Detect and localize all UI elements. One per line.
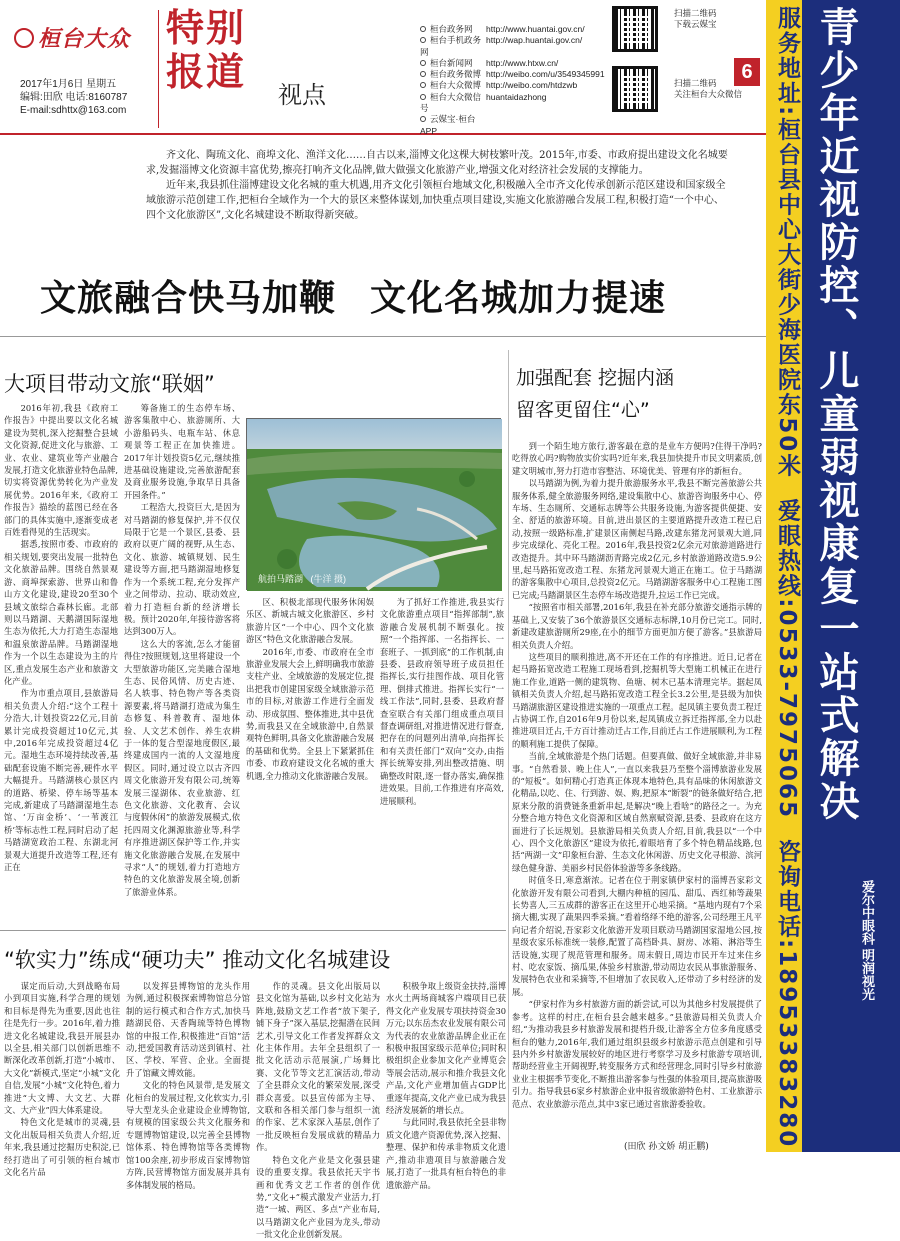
media-link-name: 桓台大众微信号: [420, 91, 482, 114]
page-header: [0, 0, 766, 135]
section2-column-2: 以发挥县博物馆的龙头作用为例,通过积极探索博物馆总分馆制的运行模式和合作方式,加快马踏湖民俗、天香陶琉等特色博物馆的申报工作,积极推进“百馆”活动,把爱国教育活动送到镇村、社区、学校、军营、企业。全面提升了馆藏文博效能。 文化的特色风景带,是发展文化桓台的发展过程,文化软实力,引导大型龙头企业建设企业博物馆,有规模的国家级公共文化服务和专题博物馆建设,以完善全县博物馆体系、特色博物馆等各类博物馆100余座,初步形成百家博物馆方阵,民营博物馆方面发展并具有多体制发展的格局。: [126, 981, 250, 1190]
body-paragraph: 当前,全域旅游是个热门话题。但要真做、做好全域旅游,并非易事。“自然看景、晚上住人”,一直以来我县乃至整个淄博旅游业发展的“短板”。如何精心打造真正体现本地特色,具有品味的休闲旅游文化精品,以吃、住、行到游、娱、购,把原本“断裂”的链条做好结合,把原来分散的消费链条重新串起,是解决“晚上看啥”的路径之一。为充分整合地方特色文化资源和区域自然禀赋资源,县委、县政府在这方面进行了长远规划。县旅游局相关负责人介绍,目前,我县以“一个中心、四个文化旅游区”建设为依托,着眼培育了多个特色精品线路,包括“两湖一文”印象桓台游、生态文化休闲游、历史文化寻根游、滨河绿色健身游、美丽乡村民俗体验游等多条线路。: [512, 751, 762, 873]
page-number: 6: [734, 58, 760, 86]
bullet-icon: [420, 71, 426, 77]
section1-column-3a: 区、积极北部现代服务休闲娱乐区、新城古城文化旅游区、乡村旅游片区“一个中心、四个文化旅游区”特色文化旅游融合发展。 2016年,市委、市政府在全市旅游业发展大会上,鲜明确我市旅游支柱产业、全域旅游的发展定位,提出把我市创建国家级全域旅游示范市的目标,对旅游工作进行全面发动、形成氛围、整体推进,其中县优势,而我县又在全域旅游中,自然景观特色鲜明,具备文化旅游融合发展的基础和优势。全县上下紧紧抓住市委、市政府建设文化名城的重大机遇,全力推动文化旅游融合发展。: [246, 597, 374, 781]
body-paragraph: “伊家村作为乡村旅游方面的新尝试,可以为其他乡村发展提供了参考。这样的村庄,在桓台县会越来越多。”县旅游局相关负责人介绍,“为推动我县乡村旅游发展和提档升级,让游客全方位多角度感受桓台的魅力,2016年,我们通过组织县级乡村旅游示范点创建和引导县内外乡村旅游发展较好的地区进行考察学习及乡村旅游专项培训,帮助经营业主开阔视野,转变服务方式和经营理念,同时引导乡村旅游业业主根据季节变化,不断推出游客参与性强的体验项目,提高旅游吸引力。指导我县6家乡村旅游企业申报省级旅游特色村、工业旅游示范点、农业旅游示范点,其中3家已通过省旅游委验收。: [512, 999, 762, 1109]
section2-column-1: 谋定而后动,大到战略布局小到项目实施,科学合理的规划和目标是得先为重要,因此也往往是先行一步。2016年,着力推进文化名城建设,我县开展县办以全县,相关部门以创新思维不断深化改革创新,打造“小城市、大文化”新模式,坚定“小城”文化自信,发展“小城”文化特色,着力推进“大文博、大文艺、大群文、大产业”四大体系建设。 特色文化是城市的灵魂,县文化出版局相关负责人介绍,近年来,我县通过挖掘历史积淀,已经打造出了可引领的桓台城市文化名片品: [4, 981, 120, 1178]
qr-code-wechat-text: 扫描二维码 关注桓台大众微信: [674, 78, 743, 99]
body-paragraph: 以马踏湖为例,为着力提升旅游服务水平,我县不断完善旅游公共服务体系,健全旅游服务网络,建设集散中心、旅游咨询服务中心、停车场、生态厕所、交通标志牌等公共服务设施,为游客提供便捷、安全、舒适的旅游环境。目前,进出景区的主要道路提升改造工程已启动,按照一级路标准,扩建景区南侧起马路,改建东猪龙河景观大道,同步完成绿化、亮化工程。2016年,我县投资2亿余元对旅游道路进行改造提升。其中环马踏湖沥青路完成2亿元,乡村旅游道路改造5.9公里,起马路拓宽改造工程、东猪龙河景观大道正在施工。位于马踏湖的游客集散中心项目,总投资2亿元。马踏湖游客服务中心工程施工图已完成;马踏湖景区生态停车场改造提升,拉运工作已完成。: [512, 478, 762, 600]
section-right-title: 加强配套 挖掘内涵 留客更留住“心”: [516, 367, 675, 421]
issue-meta: [20, 78, 127, 117]
section2-column-3: 作的灵魂。县文化出版局以县文化馆为基础,以乡村文化站为阵地,鼓励文艺工作者“放下架子,铺下身子”深入基层,挖掘潜在民间艺术,引导文化工作者发挥群众文化主体作用。去年全县组织了一批文化活动示范展演,广场舞比赛、文化节等文艺汇演活动,带动了全县群众文化的繁荣发展,深受群众喜爱。以县宣传部为主导、文联和各相关部门参与组织一流的作家、艺术家深入基层,创作了一批反映桓台发展成就的精品力作。 特色文化产业是文化强县建设的重要支撑。我县依托天宇书画和优秀文艺工作者的创作优势,“文化+”模式激发产业活力,打造“一城、两区、多点”产业布局,以马踏湖文化产业园为龙头,带动一批文化企业创新发展。: [256, 981, 380, 1240]
media-link-name: 桓台政务微博: [420, 69, 486, 80]
headline-left: 文旅融合快马加鞭: [40, 277, 337, 319]
editor-info: 编辑:田欣 电话:8160787: [20, 92, 128, 103]
logo-emblem-icon: [14, 28, 34, 48]
subsection-title: 视点: [278, 81, 326, 109]
body-paragraph: 到一个陌生地方旅行,游客最在意的是业车方便吗?住得干净吗?吃得放心吗?购物放实价实吗?近年来,我县加快提升市民文明素质,创建文明城市,努力打造市容整洁、环境优美、管理有序的新桓台。: [512, 441, 762, 476]
aerial-photo-matahu: [246, 418, 501, 590]
media-link-item: [420, 80, 605, 91]
header-divider: [158, 10, 159, 128]
body-paragraph: 时值冬日,寒意渐浓。记者在位于荆家镇伊家村的淄博吾家彩文化旅游开发有限公司看到,大棚内种植的园瓜、甜瓜、西红柿等蔬果长势喜人,三五成群的游客正在这里开心地采摘。“基地内现有7个采摘大棚,实现了蔬果四季采摘。”看着络绎不绝的游客,公司经理王凡平向记者介绍说,吾家彩文化旅游开发项目联动马踏湖国家湿地公园,按星级农家乐标准统一装修,配置了高档卧具、厨房、冰箱、淋浴等生活设施,实现了规范管理和服务。周末假日,周边市民开车过来住乡村、吃农家饭、摘瓜果,体验乡村旅游,带动周边农民从事旅游服务、发展特色农业和采摘等,不但增加了农民收入,还带动了乡村经济的发展。: [512, 875, 762, 997]
media-link-item: [420, 58, 605, 69]
media-link-item: [420, 114, 605, 137]
article-credit: (田欣 孙文娇 胡正鹏): [624, 1142, 709, 1152]
bullet-icon: [420, 116, 426, 122]
photo-caption: 航拍马踏湖 (牛洋 摄): [258, 574, 347, 584]
eye-clinic-ad: [766, 0, 900, 1152]
media-link-url[interactable]: huantaidazhong: [486, 91, 547, 102]
body-paragraph: “按照省市相关部署,2016年,我县在补充部分旅游交通指示牌的基础上,又安装了36个旅游景区交通标志标牌,10月份已完工。同时,新建改建旅游厕所29座,在小的细节方面更加方便了游客。”县旅游局相关负责人介绍。: [512, 602, 762, 650]
media-link-url[interactable]: http://weibo.com/htdzwb: [486, 80, 578, 91]
media-link-item: [420, 24, 605, 35]
issue-date: 2017年1月6日 星期五: [20, 79, 117, 90]
main-headline: [40, 270, 740, 321]
qr-code-wechat: [612, 66, 658, 112]
bullet-icon: [420, 37, 426, 43]
section1-column-3b: 为了抓好工作推进,我县实行文化旅游重点项目“指挥部制”,旅游融合发展机制不断强化。按照“一个指挥部、一名指挥长、一套班子、一抓到底”的工作机制,由县委、县政府领导班子成员担任指挥长,实行挂图作战、项目化管理、倒排式推进。指挥长实行“一线工作法”,同时,县委、县政府督查室联合有关部门组成重点项目督查调研组,对推进情况进行督查,把存在的问题列出清单,向指挥长和有关责任部门“双向”交办,由指挥长统筹安排,列出整改措施、明确整改时限,逐一督办落实,确保推进效果。目前,工作推进有序高效,进展顺利。: [380, 597, 504, 806]
bullet-icon: [420, 60, 426, 66]
section1-column-1: 2016年初,我县《政府工作报告》中提出要以文化名城建设为契机,深入挖掘整合县域文化资源,促进文化与旅游、工业、农业、建筑业等产业融合发展,打造文化旅游业特色品牌,切实将资源优势转化为产业发展优势。2016年来,《政府工作报告》描绘的蓝图已经在各部门的具体实施中,逐渐变成老百姓看得见的生活现实。 据悉,按照市委、市政府的相关规划,要突出发展一批特色文化旅游品牌。围绕自然景观游、商埠探索游、世界山和鲁山方文化建设,建设20至30个县域文旅综合森林长廊。北部则以马踏湖、天鹅湖国际湿地生态为依托,大力打造生态湿地和温泉旅游品牌。马踏湖湿地作为一个以生态建设为主的片区,重点发展生态产业和旅游文化产业。 作为市重点项目,县旅游局相关负责人介绍:“这个工程十分浩大,计划投资22亿元,目前累计完成投资超过10亿元,其中,2016年完成投资超过4亿元。湿地生态环境持续改善,基础配套设施不断完善,硬件水平大幅提升。马踏湖核心景区内的道路、桥梁、停车场等基本完成,新建成了马踏湖湿地生态馆、‘万亩金桥’、‘一苇渡江桥’等标志性工程,同时启动了起马踏湖宽政治工程、东湖北河景观大道提升改造等工程,还有正在: [4, 403, 118, 873]
intro-lead: 齐文化、陶琉文化、商埠文化、渔洋文化……自古以来,淄博文化这棵大树枝繁叶茂。2015年,市委、市政府提出建设文化名城要求,发掘淄博文化资源丰富优势,擦亮打响齐文化品牌,做大做强文化旅游产业,增强文化对经济社会发展的支撑能力。 近年来,我县抓住淄博建设文化名城的重大机遇,用齐文化引领桓台地域文化,积极融入全市齐文化传承创新示范区建设和国家级全域旅游示范创建工作,把桓台全域作为一个大的景区来整体谋划,加快重点项目建设,实施文化旅游融合发展工程,积极打造“一个中心、四个文化旅游区”,文化名城建设不断取得新突破。: [146, 150, 728, 221]
bullet-icon: [420, 94, 426, 100]
ad-contact-info: 服务地址:桓台县中心大街少海医院东50米 爱眼热线:0533-7975065 咨询电话:18953383280: [774, 6, 800, 1149]
section-title: 特别 报道: [166, 6, 247, 94]
section2-column-4: 积极争取上级资金扶持,淄博水火土两场商城客户端项目已获得文化产业发展专项扶持资金30万元;以东岳杰农业发展有限公司为代表的农业旅游品牌企业正在积极申报国家级示范单位;同时积极组织企业参加文化产业博览会等展会活动,展示和推介我县文化产品,文化产业增加值占GDP比重逐年提高,文化产业已成为我县经济发展新的增长点。 与此同时,我县依托全县非物质文化遗产资源优势,深入挖掘、整理、保护和传承非物质文化遗产,推动非遗项目与旅游融合发展,打造了一批具有桓台特色的非遗旅游产品。: [386, 981, 506, 1190]
ad-brand-logos: 爱尔中眼科 明润视光: [860, 880, 875, 1001]
editor-email: E-mail:sdhttx@163.com: [20, 105, 127, 116]
divider-line: [0, 336, 766, 337]
divider-line-2: [0, 930, 506, 931]
media-link-url[interactable]: http://weibo.com/u/3549345991: [486, 69, 605, 80]
section-right-body: [512, 440, 762, 1136]
media-link-name: 云媒宝·桓台APP: [420, 114, 476, 136]
bullet-icon: [420, 82, 426, 88]
ad-headline: 青少年近视防控、儿童弱视康复一站式解决: [813, 6, 859, 823]
media-link-item: [420, 35, 605, 58]
media-link-url[interactable]: http://www.htxw.cn/: [486, 57, 559, 68]
media-link-item: [420, 92, 605, 115]
body-paragraph: 这些项目的顺利推进,离不开还在工作的有序推进。近日,记者在起马路拓宽改造工程施工现场看到,挖掘机等大型施工机械正在进行施工作业,道路一侧的建筑物、鱼塘、树木已基本清理完毕。据起凤镇相关负责人介绍,起马路拓宽改造工程全长3.2公里,是县级为加快马踏湖旅游区建设推进实施的一项重点工程。起凤镇主要负责工程迁占协调工作,自2016年9月份以来,起凤镇成立拆迁指挥部,全力以赴推进项目迁占,千方百计推动迁占工作,目前迁占工作进展顺利,为工程的顺利施工提供了保障。: [512, 651, 762, 749]
media-link-url[interactable]: http://wap.huantai.gov.cn/: [486, 35, 583, 46]
media-link-name: 桓台新闻网: [420, 58, 486, 69]
headline-right: 文化名城加力提速: [370, 277, 667, 319]
media-link-name: 桓台大众微博: [420, 80, 486, 91]
section1-column-2: 筹备施工的生态停车场、游客集散中心、旅游厕所、大小游船码头、电瓶车站、休息观景等工程正在加快推进。2017年计划投资5亿元,继续推进基础设施建设,完善旅游配套及商业服务设施,争取早日具备开园条件。” 工程浩大,投资巨大,是因为对马踏湖的修复保护,并不仅仅局限于它是一个景区,县委、县政府以更广阔的视野,从生态、文化、旅游、城镇规划、民生建设等方面,把马踏湖湿地修复作为一个系统工程,充分发挥产业之间带动、拉动、联动效应,着力打造桓台新的经济增长极。预计2020年,年接待游客将达到300万人。 这么大的客流,怎么才能留得住?按照规划,这里将建设一个大型旅游功能区,完美融合湿地生态、民俗风情、历史古迹、名人轶事、特色物产等各类资源要素,将马踏湖打造成为集生态修复、科普教育、湿地体验、人文艺术创作、养生农耕于一体的复合型湿地度假区,最终建成国内一流的人文湿地度假区。同时,通过设立以古齐四周文化旅游开发有限公司,统筹发展三湿湖体、农业旅游、红色文化旅游、文化教育、会议与度假休闲”的旅游发展模式,依托四周文化渊源旅游业等,科学有序推进湖区保护等工作,并实施文化旅游融合发展,在发展中寻求“人”的规划,着力打造地方特色的文化旅游发展全境,创新了旅游业体系。: [124, 403, 240, 897]
qr-code-app: [612, 6, 658, 52]
media-link-item: [420, 69, 605, 80]
section2-title: “软实力”练成“硬功夫” 推动文化名城建设: [4, 948, 391, 972]
section1-title: 大项目带动文旅“联姻”: [4, 372, 215, 396]
media-link-name: 桓台手机政务网: [420, 35, 482, 57]
column-divider: [508, 350, 509, 1150]
media-link-name: 桓台政务网: [420, 24, 486, 35]
qr-code-app-text: 扫描二维码 下载云媒宝: [674, 8, 717, 29]
bullet-icon: [420, 26, 426, 32]
media-links: [420, 24, 605, 137]
media-link-url[interactable]: http://www.huantai.gov.cn/: [486, 24, 585, 34]
newspaper-logo: 桓台大众: [14, 22, 130, 53]
